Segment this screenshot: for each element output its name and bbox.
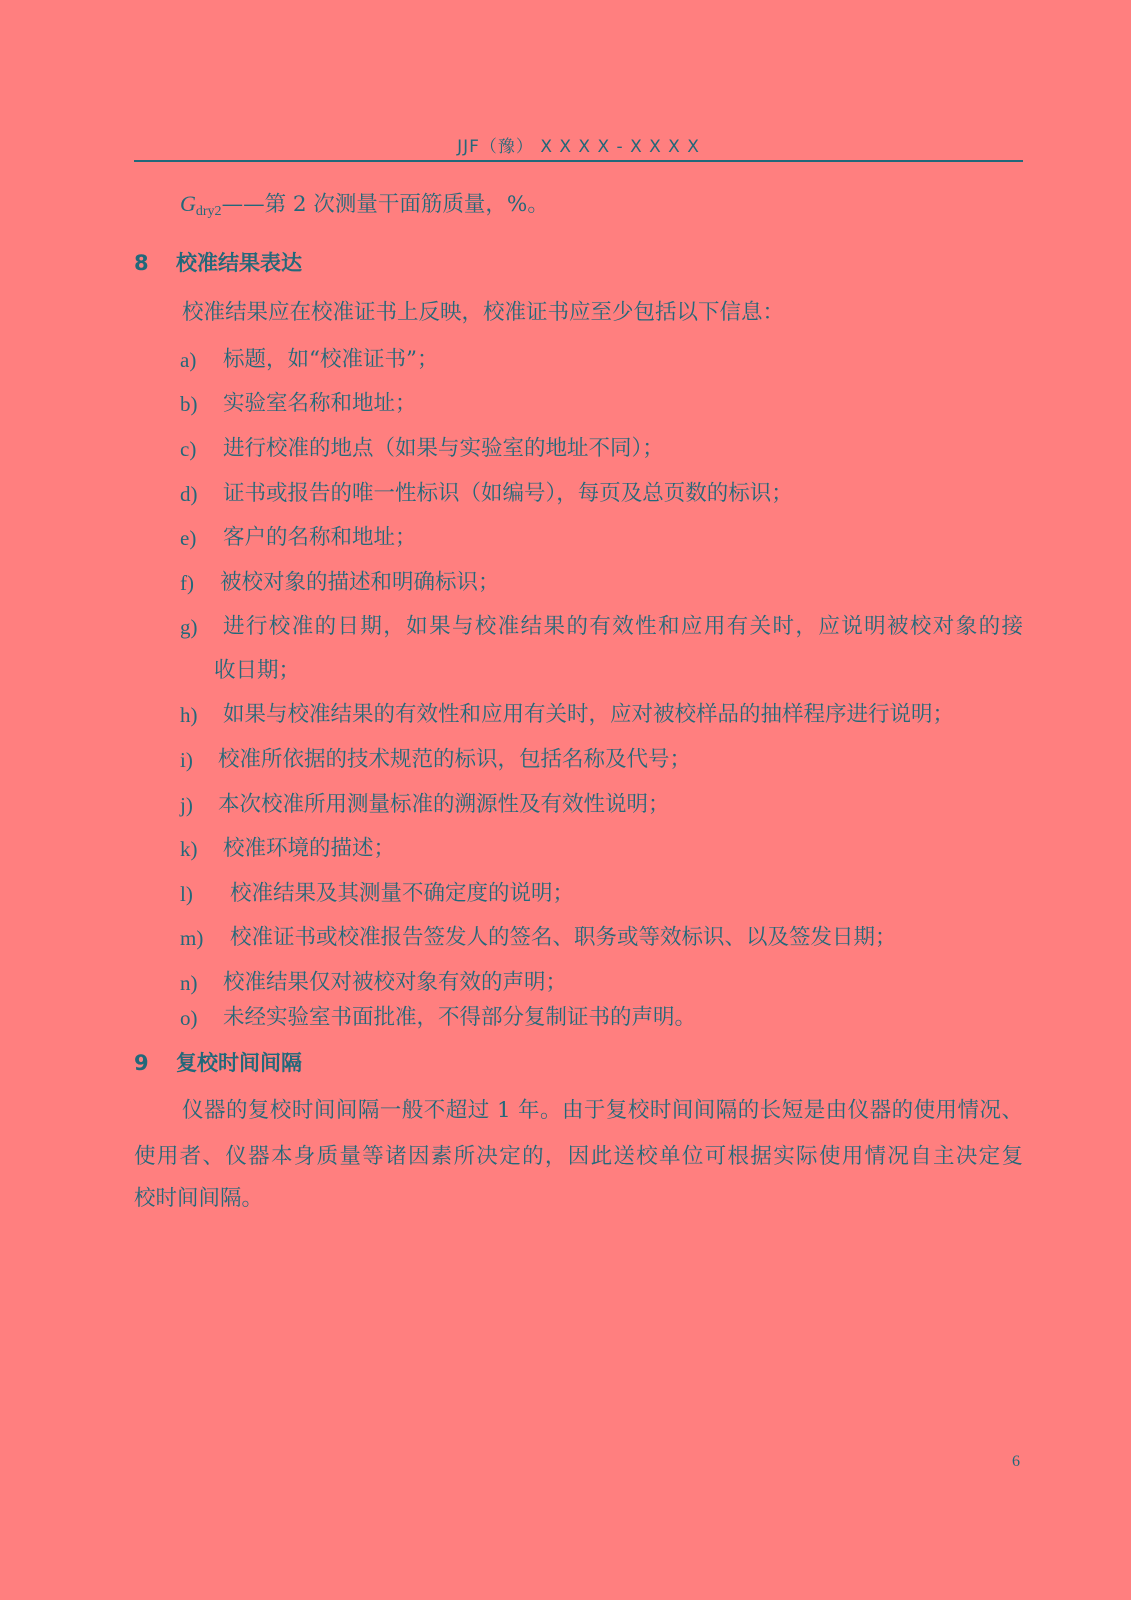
list-item-label: g) <box>180 615 198 639</box>
list-item-e <box>180 525 1023 551</box>
definition-symbol: G <box>180 191 196 216</box>
section-8-intro: 校准结果应在校准证书上反映，校准证书应至少包括以下信息： <box>182 300 785 325</box>
header-rule <box>134 160 1023 162</box>
section-8-number: 8 <box>134 251 149 275</box>
section-9-title: 复校时间间隔 <box>176 1051 302 1075</box>
list-item-text: 被校对象的描述和明确标识； <box>220 570 500 595</box>
list-item-text: 客户的名称和地址； <box>223 525 417 550</box>
list-item-text: 进行校准的日期，如果与校准结果的有效性和应用有关时，应说明被校对象的接 <box>223 614 1023 639</box>
list-item-label: m) <box>180 926 204 950</box>
definition-text: ——第 2 次测量干面筋质量，%。 <box>221 192 549 217</box>
list-item-label: o) <box>180 1006 198 1030</box>
list-item-text: 如果与校准结果的有效性和应用有关时，应对被校样品的抽样程序进行说明； <box>223 702 955 727</box>
list-item-label: e) <box>180 526 197 550</box>
list-item-h <box>180 702 1023 728</box>
list-item-b <box>180 391 1023 417</box>
page-number: 6 <box>1012 1453 1020 1470</box>
section-9-paragraph-line: 仪器的复校时间间隔一般不超过 1 年。由于复校时间间隔的长短是由仪器的使用情况、 <box>182 1098 1023 1123</box>
list-item-a <box>180 347 1023 373</box>
list-item-c <box>180 436 1023 462</box>
list-item-d <box>180 481 1023 507</box>
list-item-label: d) <box>180 482 198 506</box>
list-item-label: l) <box>180 882 193 906</box>
list-item-text: 进行校准的地点（如果与实验室的地址不同）； <box>223 436 664 461</box>
definition-line <box>180 191 549 225</box>
list-item-m <box>180 925 1023 951</box>
list-item-o <box>180 1005 1023 1031</box>
list-item-text: 校准证书或校准报告签发人的签名、职务或等效标识、以及签发日期； <box>230 925 897 950</box>
list-item-text: 标题，如“校准证书”； <box>223 347 439 372</box>
list-item-i <box>180 747 1023 773</box>
list-item-label: a) <box>180 348 197 372</box>
list-item-label: h) <box>180 703 198 727</box>
list-item-label: n) <box>180 971 198 995</box>
list-item-text: 证书或报告的唯一性标识（如编号），每页及总页数的标识； <box>223 481 793 506</box>
list-item-text: 本次校准所用测量标准的溯源性及有效性说明； <box>218 792 670 817</box>
list-item-j <box>180 792 1023 818</box>
list-item-text: 校准结果及其测量不确定度的说明； <box>230 881 575 906</box>
list-item-text: 未经实验室书面批准，不得部分复制证书的声明。 <box>223 1005 697 1030</box>
list-item-k <box>180 836 1023 862</box>
list-item-label: k) <box>180 837 198 861</box>
list-item-label: f) <box>180 571 194 595</box>
list-item-text: 校准环境的描述； <box>223 836 396 861</box>
section-9-paragraph-line: 校时间间隔。 <box>134 1186 264 1211</box>
section-9-number: 9 <box>134 1051 149 1075</box>
list-item-text: 校准所依据的技术规范的标识，包括名称及代号； <box>218 747 692 772</box>
list-item-label: i) <box>180 748 193 772</box>
list-item-g-continuation: 收日期； <box>214 658 301 683</box>
list-item-text: 校准结果仅对被校对象有效的声明； <box>223 970 568 995</box>
list-item-l <box>180 881 1023 907</box>
list-item-text: 实验室名称和地址； <box>223 391 417 416</box>
section-8-title: 校准结果表达 <box>176 251 302 275</box>
page-header: JJF（豫） X X X X - X X X X <box>457 137 700 157</box>
list-item-label: j) <box>180 793 193 817</box>
definition-subscript: dry2 <box>195 204 222 219</box>
list-item-g <box>180 614 1023 640</box>
list-item-n <box>180 970 1023 996</box>
section-9-paragraph-line: 使用者、仪器本身质量等诸因素所决定的，因此送校单位可根据实际使用情况自主决定复 <box>134 1144 1023 1169</box>
list-item-f <box>180 570 1023 596</box>
list-item-label: b) <box>180 392 198 416</box>
list-item-label: c) <box>180 437 197 461</box>
